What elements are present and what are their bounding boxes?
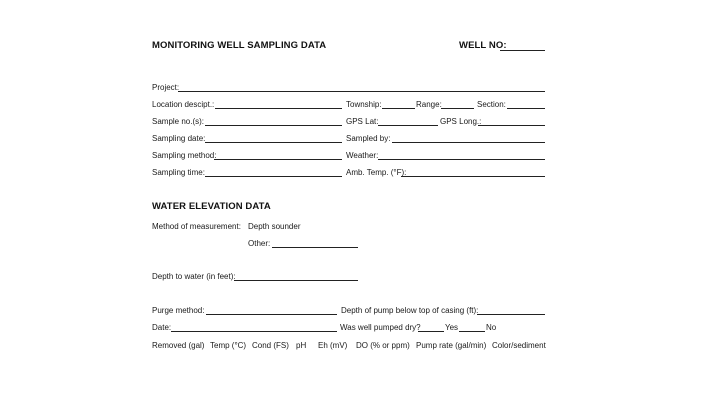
- form-title: MONITORING WELL SAMPLING DATA: [152, 40, 327, 51]
- range-label: Range:: [416, 100, 442, 109]
- sampling-date-label: Sampling date:: [152, 134, 206, 143]
- location-field[interactable]: [215, 108, 342, 109]
- amb-temp-field[interactable]: [401, 176, 545, 177]
- column-header-eh: Eh (mV): [318, 341, 348, 350]
- amb-temp-label: Amb. Temp. (°F):: [346, 168, 407, 177]
- sampled-by-label: Sampled by:: [346, 134, 391, 143]
- depth-of-pump-label: Depth of pump below top of casing (ft):: [341, 306, 479, 315]
- project-field[interactable]: [178, 91, 545, 92]
- pumped-dry-label: Was well pumped dry?: [340, 323, 421, 332]
- section-label: Section:: [477, 100, 506, 109]
- column-header-temp: Temp (°C): [210, 341, 247, 350]
- water-elevation-heading: WATER ELEVATION DATA: [152, 201, 271, 212]
- purge-method-label: Purge method:: [152, 306, 205, 315]
- township-label: Township:: [346, 100, 382, 109]
- yes-label: Yes: [445, 323, 459, 332]
- other-field[interactable]: [272, 247, 358, 248]
- column-header-pump-rate: Pump rate (gal/min): [416, 341, 487, 350]
- project-label: Project:: [152, 83, 180, 92]
- column-header-removed: Removed (gal): [152, 341, 205, 350]
- purge-method-field[interactable]: [206, 314, 337, 315]
- depth-to-water-field[interactable]: [234, 280, 358, 281]
- column-header-ph: pH: [296, 341, 307, 350]
- sampling-method-field[interactable]: [214, 159, 342, 160]
- other-label: Other:: [248, 239, 271, 248]
- section-field[interactable]: [507, 108, 545, 109]
- range-field[interactable]: [441, 108, 474, 109]
- sampling-time-label: Sampling time:: [152, 168, 205, 177]
- date-label: Date:: [152, 323, 172, 332]
- column-header-cond: Cond (FS): [252, 341, 289, 350]
- sampling-date-field[interactable]: [205, 142, 342, 143]
- depth-of-pump-field[interactable]: [477, 314, 545, 315]
- weather-label: Weather:: [346, 151, 379, 160]
- method-of-measurement-label: Method of measurement:: [152, 222, 241, 231]
- column-header-do: DO (% or ppm): [356, 341, 410, 350]
- sampled-by-field[interactable]: [392, 142, 545, 143]
- sample-no-label: Sample no.(s):: [152, 117, 205, 126]
- depth-to-water-label: Depth to water (in feet):: [152, 272, 236, 281]
- well-no-label: WELL NO:: [459, 40, 507, 51]
- sample-no-field[interactable]: [205, 125, 342, 126]
- sampling-method-label: Sampling method:: [152, 151, 217, 160]
- sampling-time-field[interactable]: [205, 176, 342, 177]
- gps-long-label: GPS Long.:: [440, 117, 482, 126]
- gps-lat-field[interactable]: [378, 125, 438, 126]
- pumped-dry-yes-field[interactable]: [418, 331, 444, 332]
- no-label: No: [486, 323, 497, 332]
- pumped-dry-no-field[interactable]: [459, 331, 485, 332]
- date-field[interactable]: [171, 331, 337, 332]
- weather-field[interactable]: [378, 159, 545, 160]
- township-field[interactable]: [382, 108, 415, 109]
- well-no-field[interactable]: [500, 50, 545, 51]
- gps-long-field[interactable]: [478, 125, 545, 126]
- gps-lat-label: GPS Lat:: [346, 117, 379, 126]
- depth-sounder-option[interactable]: Depth sounder: [248, 222, 301, 231]
- column-header-color-sediment: Color/sediment: [492, 341, 546, 350]
- location-label: Location descipt.:: [152, 100, 215, 109]
